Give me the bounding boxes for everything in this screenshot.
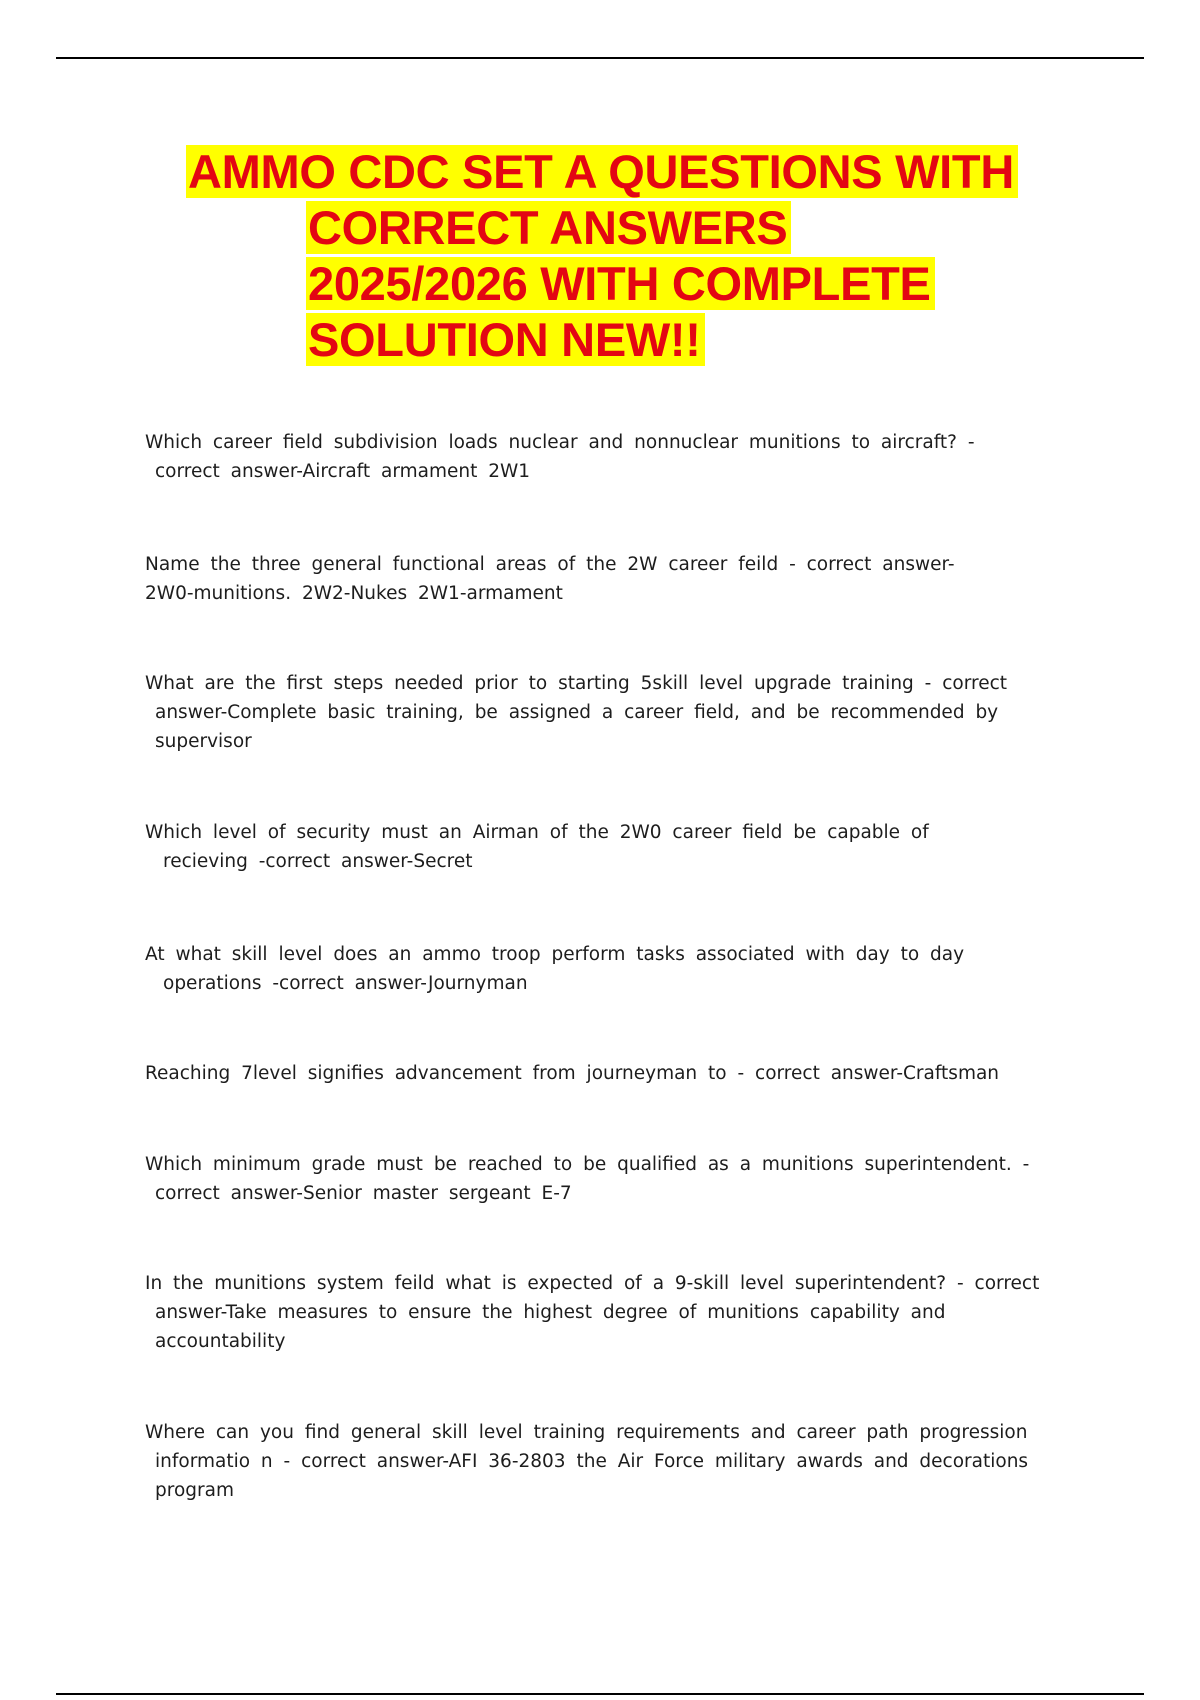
bottom-rule: [56, 1693, 1144, 1695]
question-line: Where can you find general skill level training requirements and career path progression: [145, 1422, 1028, 1443]
question-line: Name the three general functional areas of the 2W career feild - correct answer-: [145, 554, 955, 575]
title-line: AMMO CDC SET A QUESTIONS WITH: [186, 144, 1086, 200]
question-line: Reaching 7level signifies advancement from journeyman to - correct answer-Craftsman: [145, 1063, 1000, 1084]
answer-line: correct answer-Senior master sergeant E-7: [155, 1183, 572, 1204]
answer-line: recieving -correct answer-Secret: [163, 851, 473, 872]
question-line: In the munitions system feild what is expected of a 9-skill level superintendent? - correct: [145, 1273, 1040, 1294]
qa-item: [145, 669, 1057, 756]
question-line: Which level of security must an Airman of the 2W0 career field be capable of: [145, 822, 929, 843]
answer-line: answer-Complete basic training, be assigned a career field, and be recommended by: [155, 702, 999, 723]
answer-line: supervisor: [155, 731, 252, 752]
qa-item: [145, 1059, 1057, 1088]
answer-line: accountability: [155, 1331, 286, 1352]
qa-item: [145, 940, 1057, 998]
answer-line: program: [155, 1480, 234, 1501]
question-line: What are the first steps needed prior to starting 5skill level upgrade training - correct: [145, 673, 1007, 694]
qa-item: [145, 428, 1057, 486]
question-line: At what skill level does an ammo troop perform tasks associated with day to day: [145, 944, 965, 965]
qa-item: [145, 1269, 1057, 1356]
qa-item: [145, 818, 1057, 876]
answer-line: correct answer-Aircraft armament 2W1: [155, 461, 531, 482]
question-line: Which career field subdivision loads nuclear and nonnuclear munitions to aircraft? -: [145, 432, 975, 453]
qa-item: [145, 1418, 1057, 1505]
title-line: CORRECT ANSWERS: [186, 200, 1086, 256]
document-title: [186, 144, 1086, 368]
title-line: 2025/2026 WITH COMPLETE: [186, 256, 1086, 312]
qa-item: [145, 1150, 1057, 1208]
answer-line: operations -correct answer-Journyman: [163, 973, 528, 994]
answer-line: informatio n - correct answer-AFI 36-2803 the Air Force military awards and decorations: [155, 1451, 1029, 1472]
top-rule: [56, 57, 1144, 59]
qa-item: [145, 550, 1057, 608]
title-line: SOLUTION NEW!!: [186, 312, 1086, 368]
answer-line: answer-Take measures to ensure the highest degree of munitions capability and: [155, 1302, 946, 1323]
answer-line: 2W0-munitions. 2W2-Nukes 2W1-armament: [145, 583, 563, 604]
question-line: Which minimum grade must be reached to be qualified as a munitions superintendent. -: [145, 1154, 1030, 1175]
